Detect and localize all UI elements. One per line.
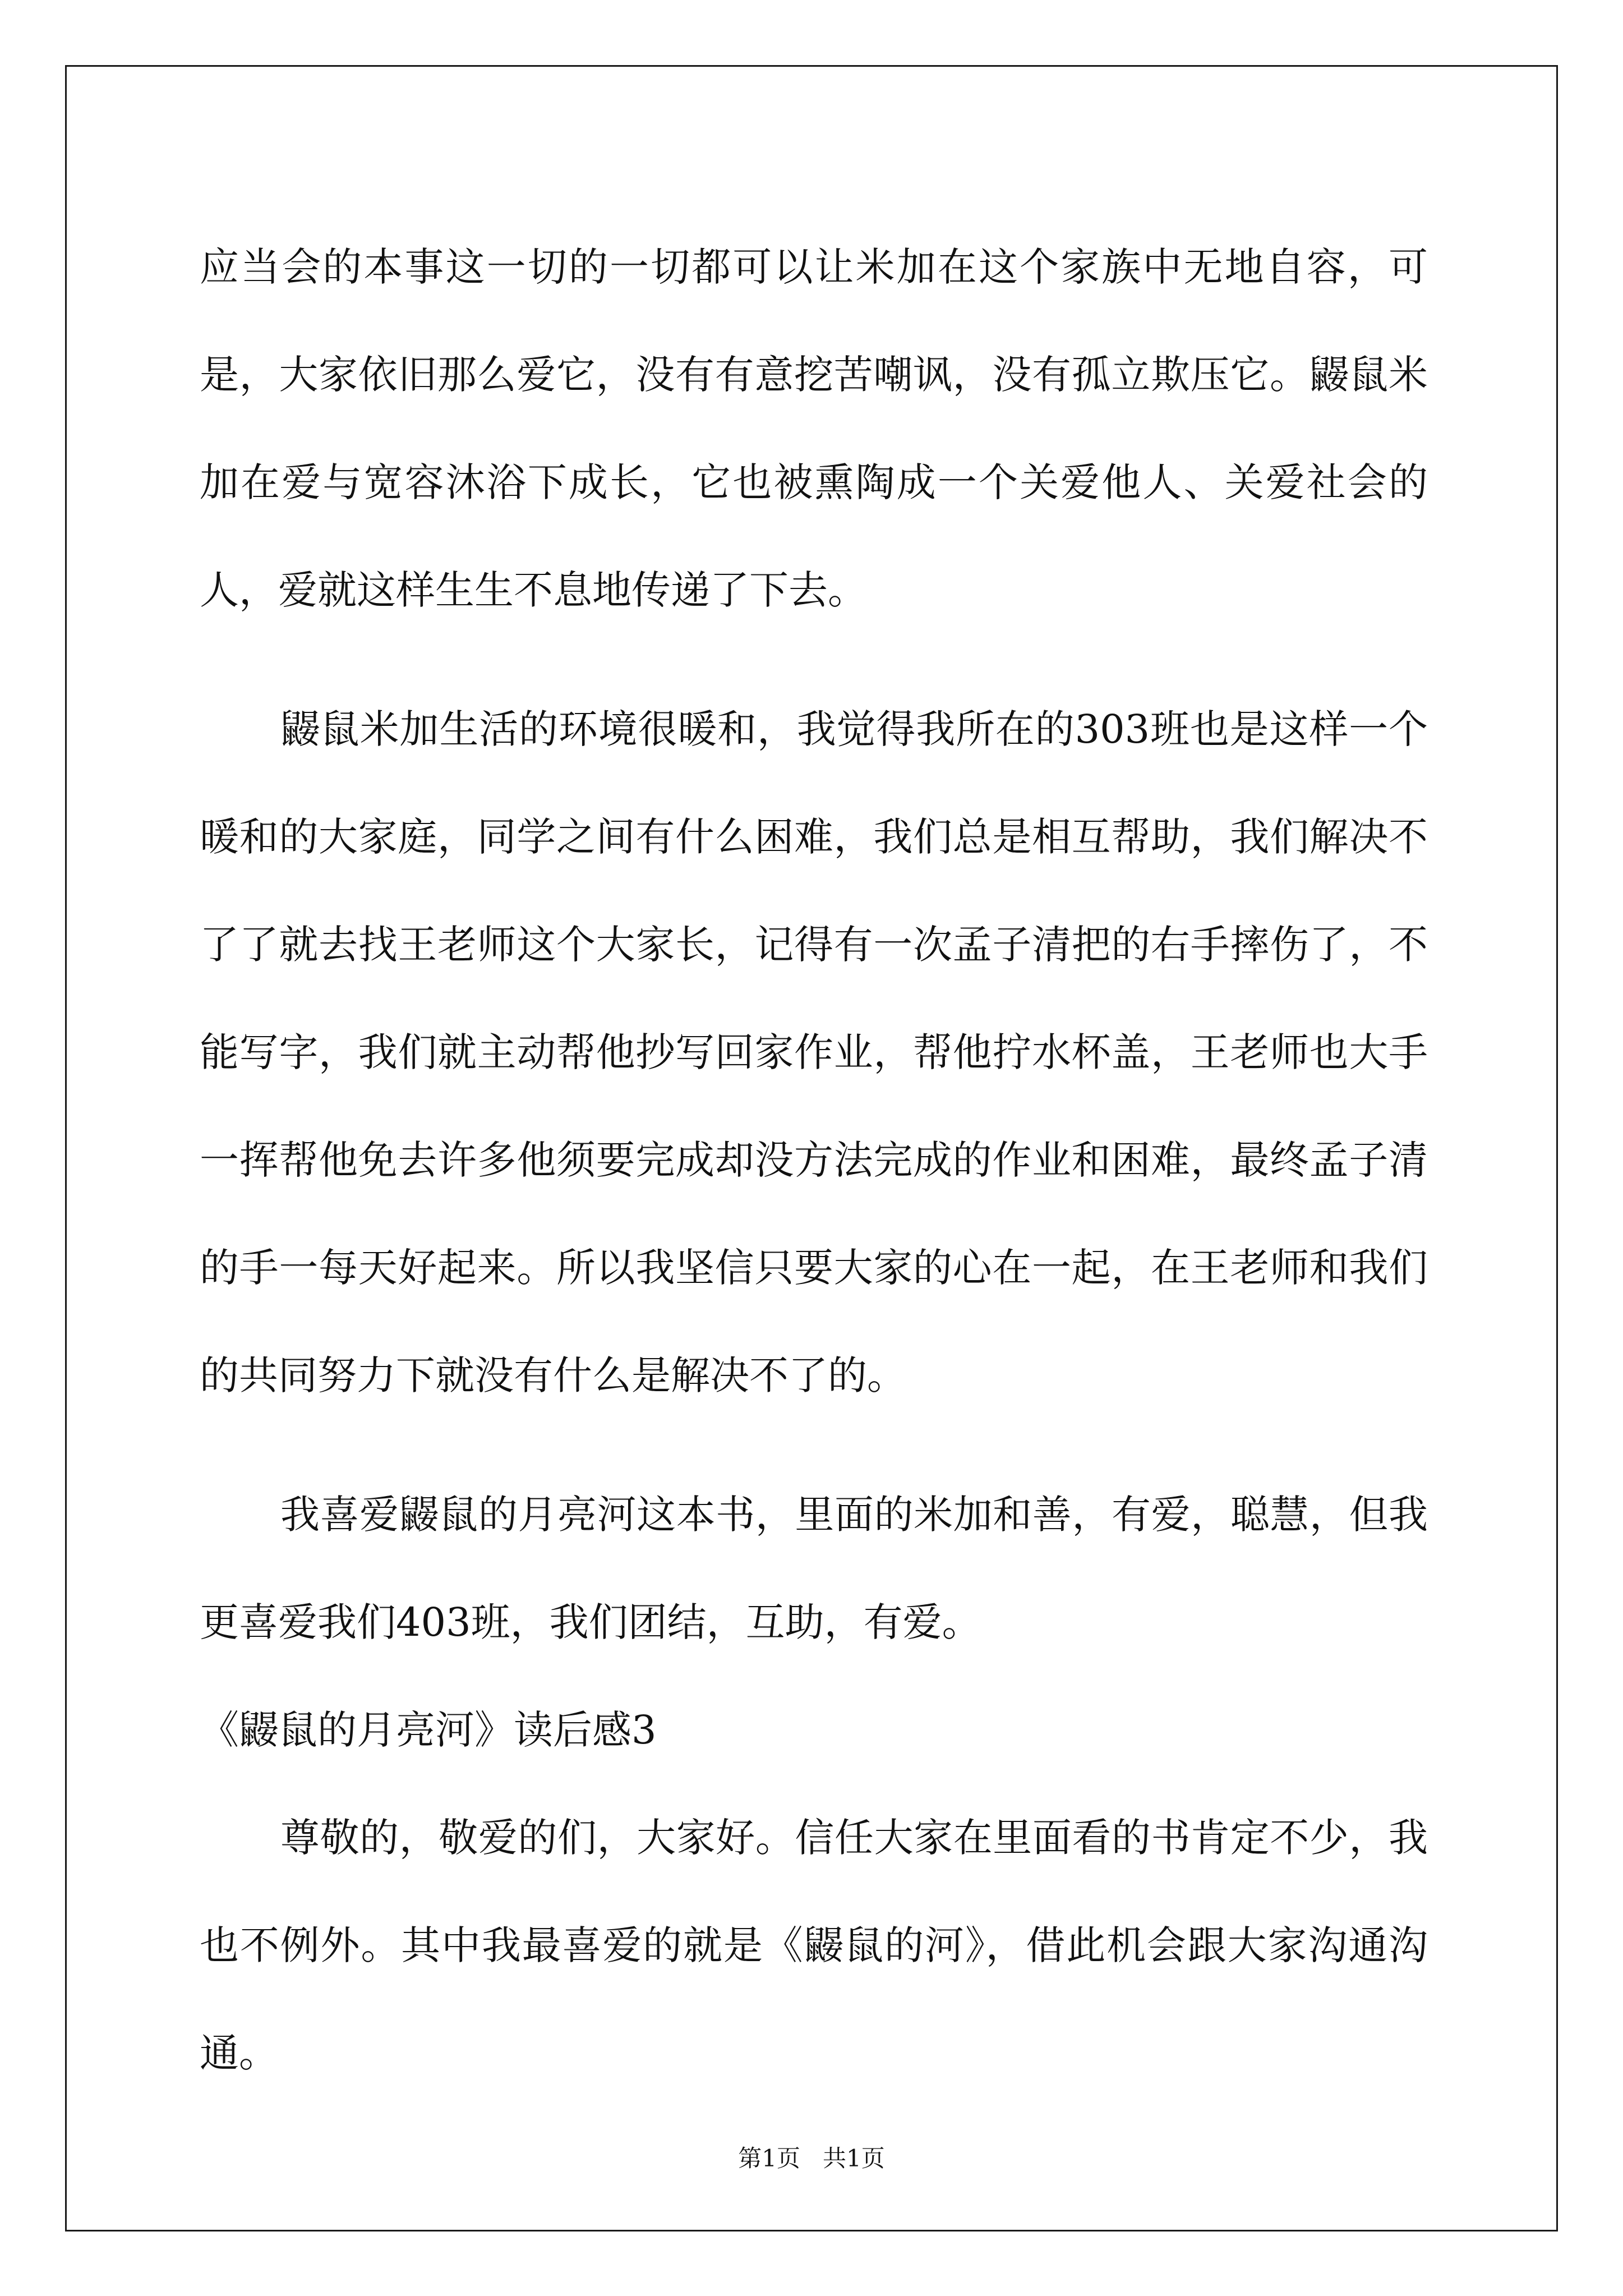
paragraph-4: 尊敬的，敬爱的们，大家好。信任大家在里面看的书肯定不少，我也不例外。其中我最喜爱的就是《鼹鼠的河》，借此机会跟大家沟通沟通。	[200, 1815, 1428, 2076]
page-number: 第1页	[738, 2145, 800, 2172]
section-heading: 《鼹鼠的月亮河》读后感3	[200, 1707, 657, 1753]
document-body	[200, 213, 1428, 2138]
paragraph-2: 鼹鼠米加生活的环境很暖和，我觉得我所在的303班也是这样一个暖和的大家庭，同学之间有什么困难，我们总是相互帮助，我们解决不了了就去找王老师这个大家长，记得有一次孟子清把的右手摔伤了，不能写字，我们就主动帮他抄写回家作业，帮他拧水杯盖，王老师也大手一挥帮他免去许多他须要完成却没方法完成的作业和困难，最终孟子清的手一每天好起来。所以我坚信只要大家的心在一起，在王老师和我们的共同努力下就没有什么是解决不了的。	[200, 706, 1428, 1398]
page-footer	[0, 2140, 1623, 2174]
page-total: 共1页	[823, 2145, 885, 2172]
paragraph-3: 我喜爱鼹鼠的月亮河这本书，里面的米加和善，有爱，聪慧，但我更喜爱我们403班，我们团结，互助，有爱。	[200, 1492, 1428, 1645]
paragraph-1: 应当会的本事这一切的一切都可以让米加在这个家族中无地自容，可是，大家依旧那么爱它，没有有意挖苦嘲讽，没有孤立欺压它。鼹鼠米加在爱与宽容沐浴下成长，它也被熏陶成一个关爱他人、关爱社会的人，爱就这样生生不息地传递了下去。	[200, 244, 1428, 613]
